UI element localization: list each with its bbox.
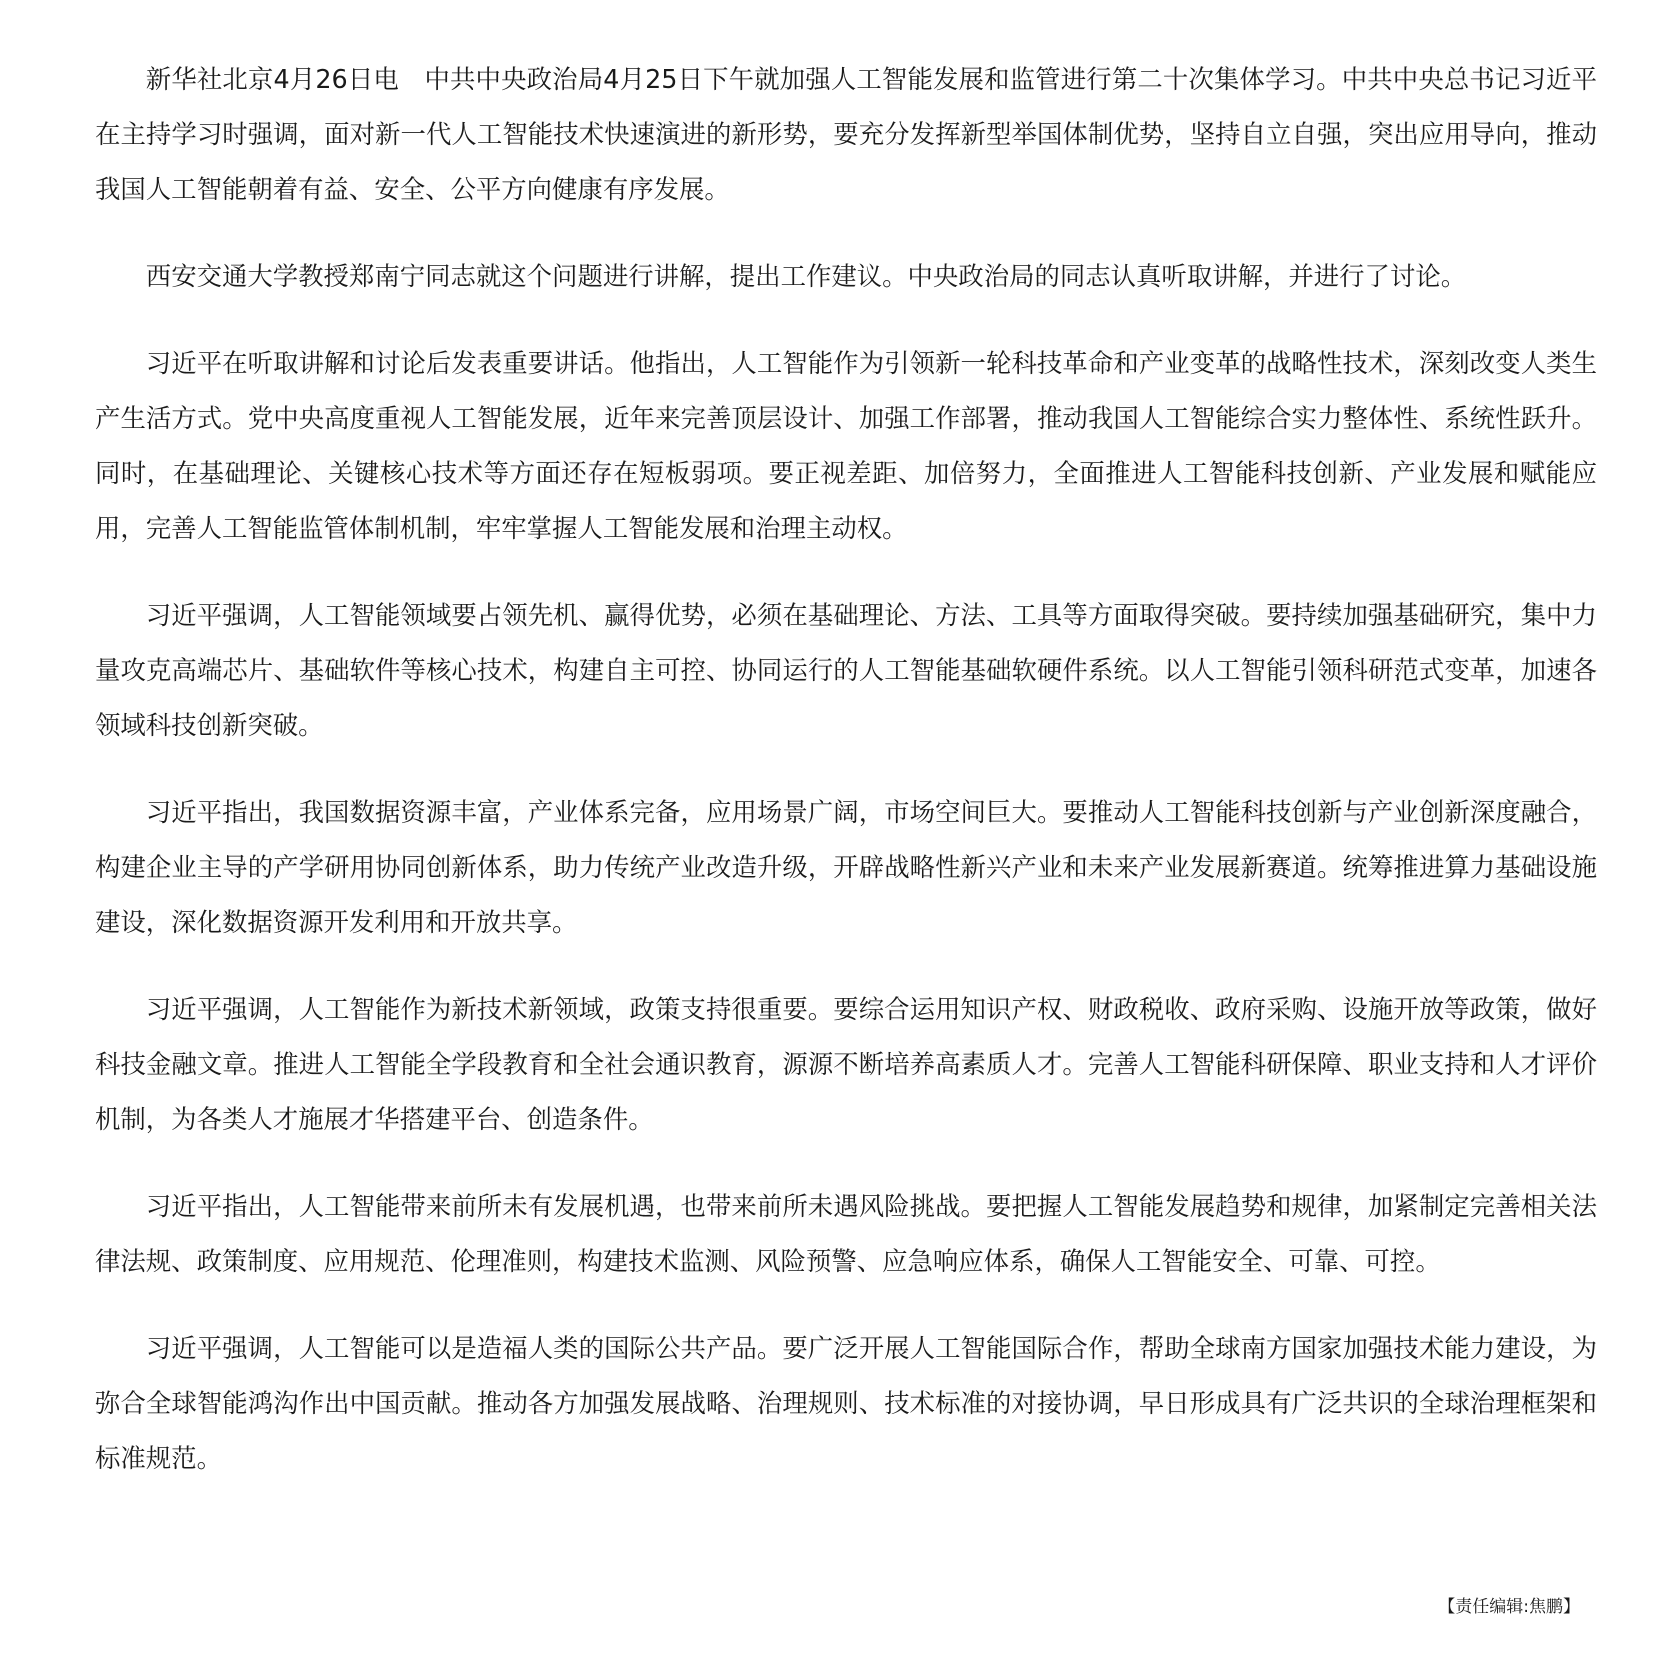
article-paragraph-2: 西安交通大学教授郑南宁同志就这个问题进行讲解，提出工作建议。中央政治局的同志认真听取讲解，并进行了讨论。 [145, 261, 1467, 291]
article-paragraph-1: 新华社北京4月26日电 中共中央政治局4月25日下午就加强人工智能发展和监管进行第二十次集体学习。中共中央总书记习近平在主持学习时强调，面对新一代人工智能技术快速演进的新形势，要充分发挥新型举国体制优势，坚持自立自强，突出应用导向，推动我国人工智能朝着有益、安全、公平方向健康有序发展。 [95, 64, 1597, 204]
article-paragraph-8: 习近平强调，人工智能可以是造福人类的国际公共产品。要广泛开展人工智能国际合作，帮助全球南方国家加强技术能力建设，为弥合全球智能鸿沟作出中国贡献。推动各方加强发展战略、治理规则、技术标准的对接协调，早日形成具有广泛共识的全球治理框架和标准规范。 [95, 1333, 1597, 1473]
article-paragraph-5: 习近平指出，我国数据资源丰富，产业体系完备，应用场景广阔，市场空间巨大。要推动人工智能科技创新与产业创新深度融合，构建企业主导的产学研用协同创新体系，助力传统产业改造升级，开辟战略性新兴产业和未来产业发展新赛道。统筹推进算力基础设施建设，深化数据资源开发利用和开放共享。 [95, 797, 1597, 937]
article-paragraph-7: 习近平指出，人工智能带来前所未有发展机遇，也带来前所未遇风险挑战。要把握人工智能发展趋势和规律，加紧制定完善相关法律法规、政策制度、应用规范、伦理准则，构建技术监测、风险预警、应急响应体系，确保人工智能安全、可靠、可控。 [95, 1191, 1597, 1276]
article-paragraph-6: 习近平强调，人工智能作为新技术新领域，政策支持很重要。要综合运用知识产权、财政税收、政府采购、设施开放等政策，做好科技金融文章。推进人工智能全学段教育和全社会通识教育，源源不断培养高素质人才。完善人工智能科研保障、职业支持和人才评价机制，为各类人才施展才华搭建平台、创造条件。 [95, 994, 1597, 1134]
article-paragraph-4: 习近平强调，人工智能领域要占领先机、赢得优势，必须在基础理论、方法、工具等方面取得突破。要持续加强基础研究，集中力量攻克高端芯片、基础软件等核心技术，构建自主可控、协同运行的人工智能基础软硬件系统。以人工智能引领科研范式变革，加速各领域科技创新突破。 [95, 600, 1597, 740]
editor-credit: 【责任编辑:焦鹏】 [1438, 1597, 1580, 1617]
article-paragraph-3: 习近平在听取讲解和讨论后发表重要讲话。他指出，人工智能作为引领新一轮科技革命和产业变革的战略性技术，深刻改变人类生产生活方式。党中央高度重视人工智能发展，近年来完善顶层设计、加强工作部署，推动我国人工智能综合实力整体性、系统性跃升。同时，在基础理论、关键核心技术等方面还存在短板弱项。要正视差距、加倍努力，全面推进人工智能科技创新、产业发展和赋能应用，完善人工智能监管体制机制，牢牢掌握人工智能发展和治理主动权。 [95, 348, 1597, 543]
article-body [95, 52, 1597, 1518]
